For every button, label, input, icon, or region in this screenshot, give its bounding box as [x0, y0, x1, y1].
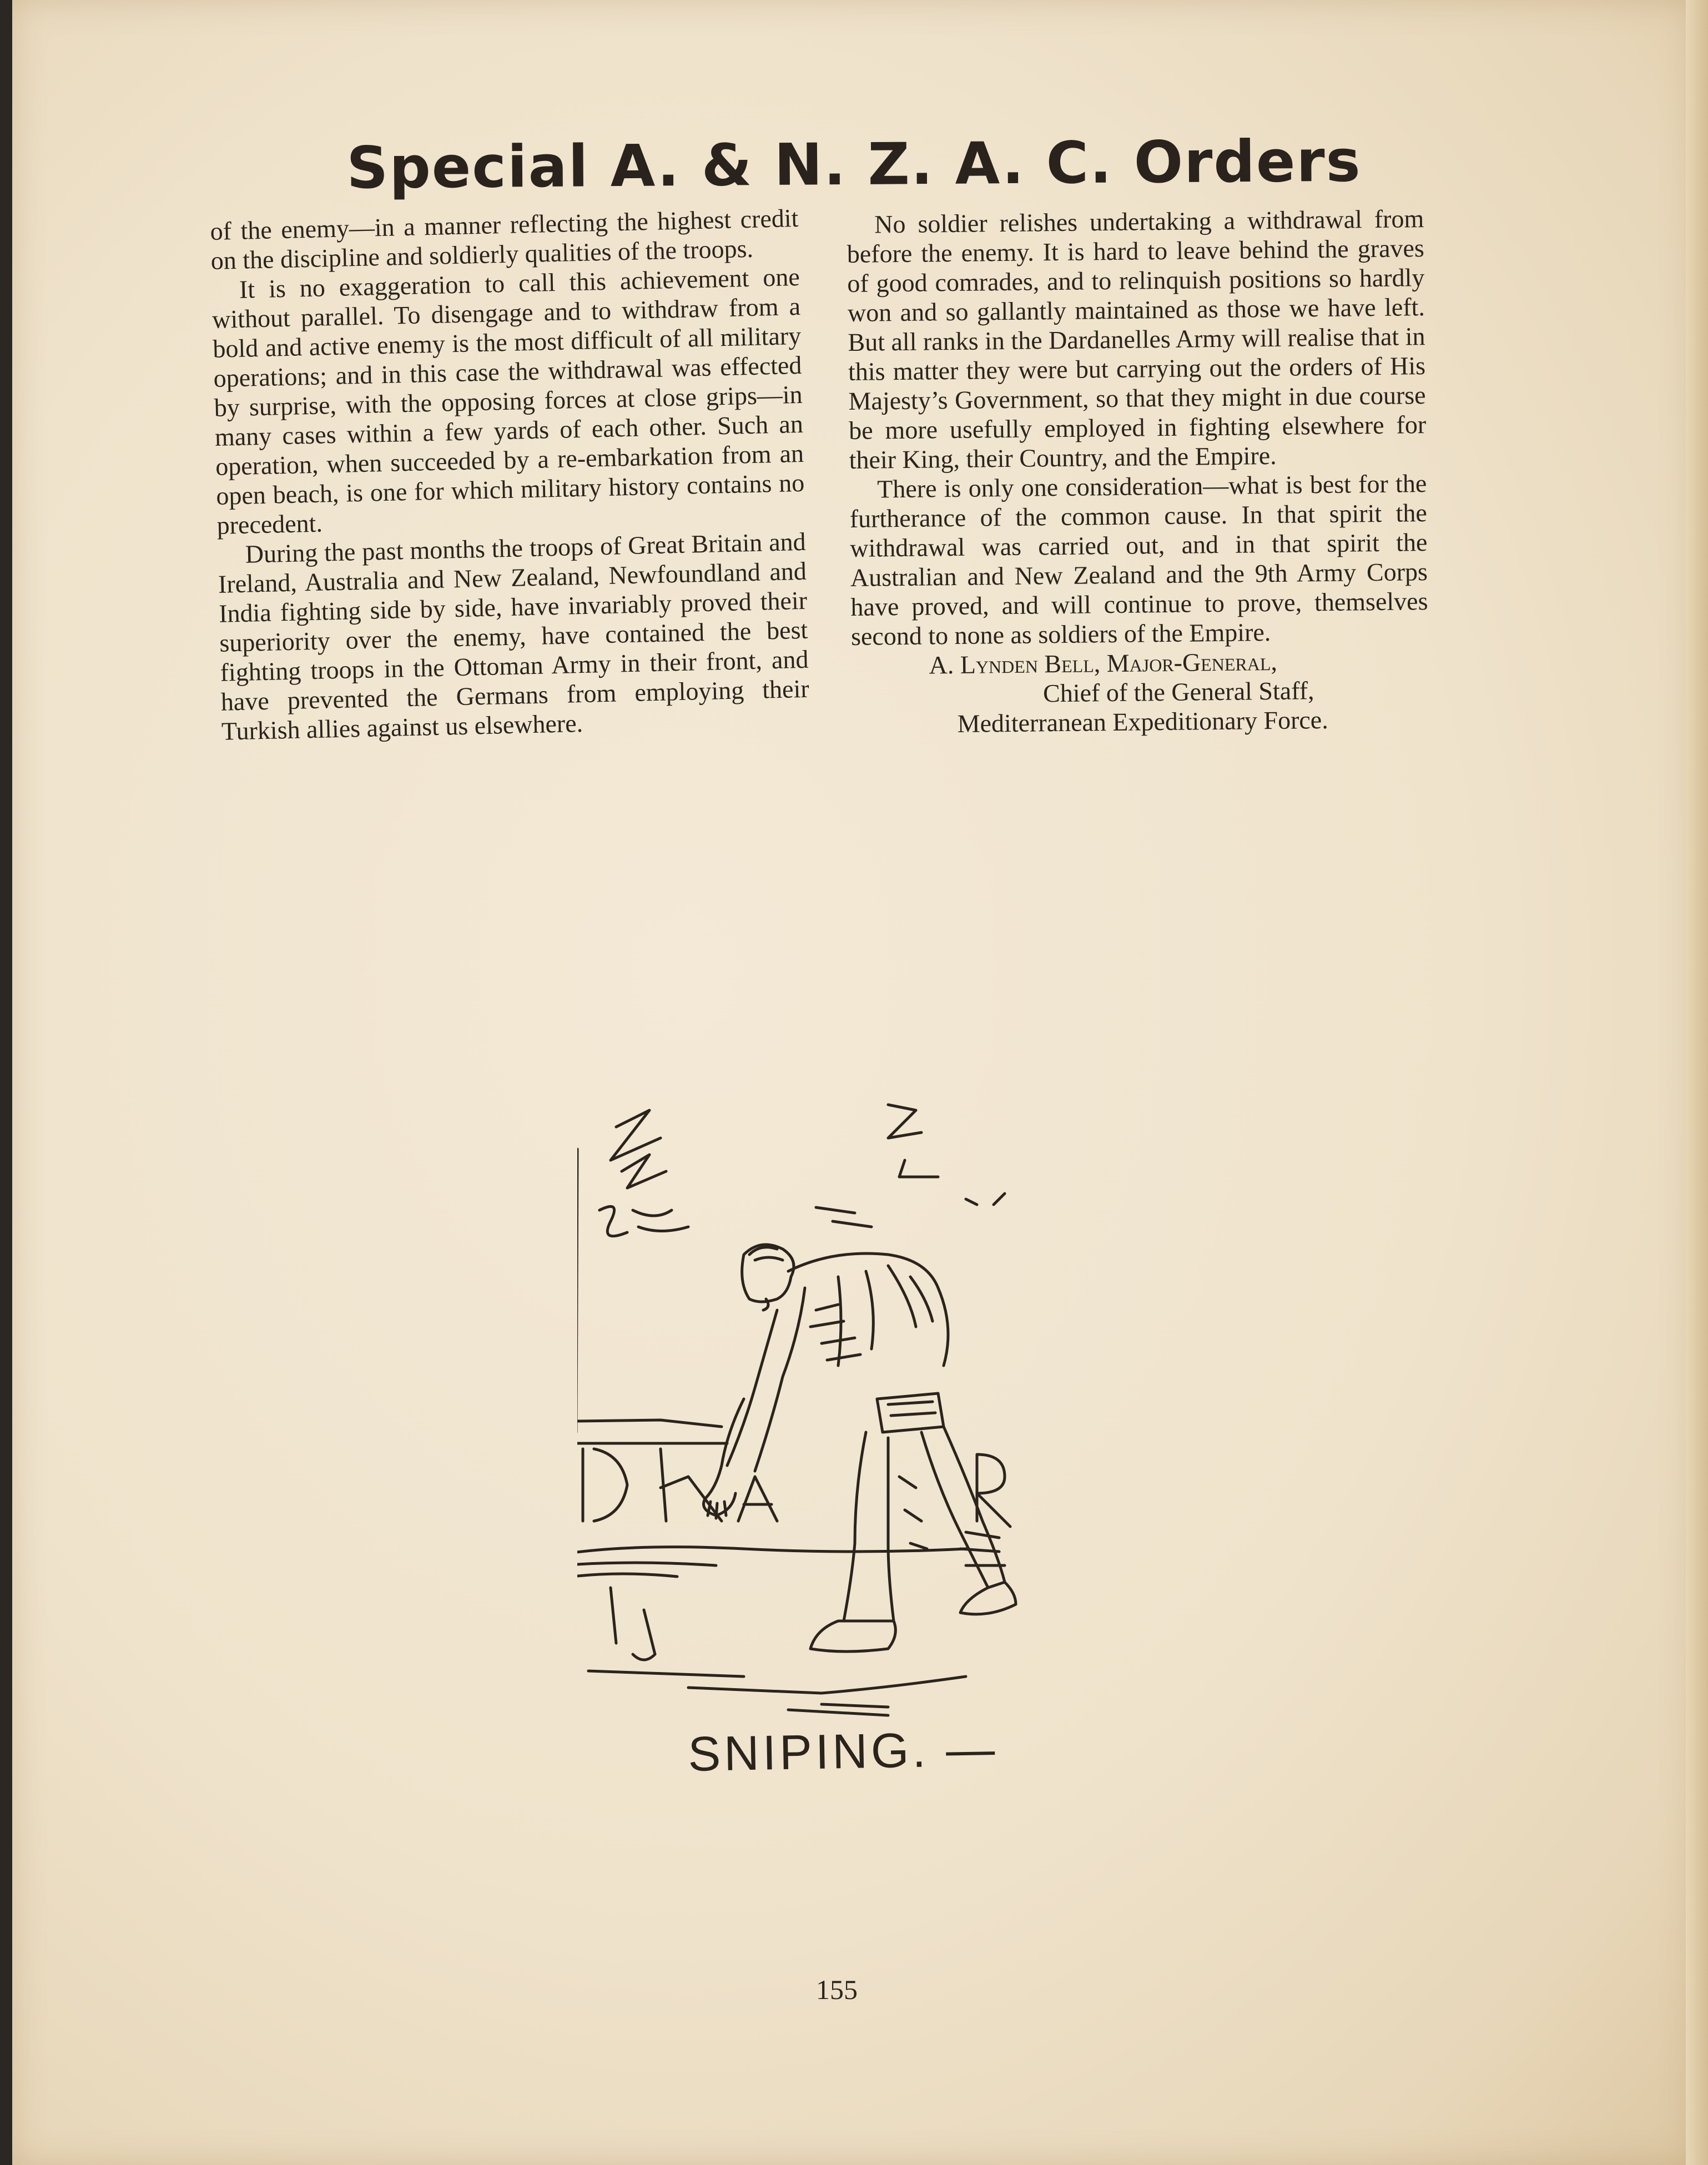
- page-number: 155: [816, 1974, 858, 2005]
- signature-force: Mediterranean Expeditionary Force.: [957, 705, 1328, 738]
- paragraph: It is no exaggeration to call this achievement one without parallel. To disengage and to withdraw from a bold and active enemy is the most difficult of all military operations; and in this case the withdrawal was effected by surprise, with the opposing forces at close grips—in many cases within a few yards of each other. Such an operation, when succeeded by a re-embarkation from an open beach, is one for which military history contains no precedent.: [211, 262, 805, 540]
- left-column: [210, 203, 810, 746]
- snore-z-icon: [611, 1110, 661, 1160]
- paragraph: There is only one consideration—what is best for the furtherance of the common cause. In that spirit the withdrawal was carried out, and in that spirit the Australian and New Zealand and the 9th Army Corps have proved, and will continue to prove, themselves second to none as soldiers of the Empire.: [849, 469, 1428, 651]
- snore-z-icon: [888, 1105, 921, 1138]
- paragraph: of the enemy—in a manner reflecting the highest credit on the discipline and soldierly qualities of the troops.: [210, 203, 799, 275]
- page-title: Special A. & N. Z. A. C. Orders: [346, 127, 1362, 202]
- sniping-sketch: [577, 1088, 1110, 1810]
- page-edge: [1686, 0, 1708, 2165]
- signature-role: Chief of the General Staff,: [1042, 676, 1314, 708]
- paragraph: No soldier relishes undertaking a withdrawal from before the enemy. It is hard to leave behind the graves of good comrades, and to relinquish positions so hardly won and so gallantly maintained as those we have left. But all ranks in the Dardanelles Army will realise that in this matter they were but carrying out the orders of His Majesty’s Government, so that they might in due course be more usefully employed in fighting elsewhere for their King, their Country, and the Empire.: [847, 204, 1427, 474]
- paragraph: During the past months the troops of Great Britain and Ireland, Australia and New Zealand, Newfoundland and India fighting side by side, have invariably proved their superiority over the enemy, have contained the best fighting troops in the Ottoman Army in their front, and have prevented the Germans from employing their Turkish allies against us elsewhere.: [218, 527, 810, 746]
- signature-name: A. Lynden Bell, Major-General,: [929, 647, 1278, 679]
- right-column: [847, 204, 1429, 739]
- sketch-caption: SNIPING. —: [687, 1721, 999, 1781]
